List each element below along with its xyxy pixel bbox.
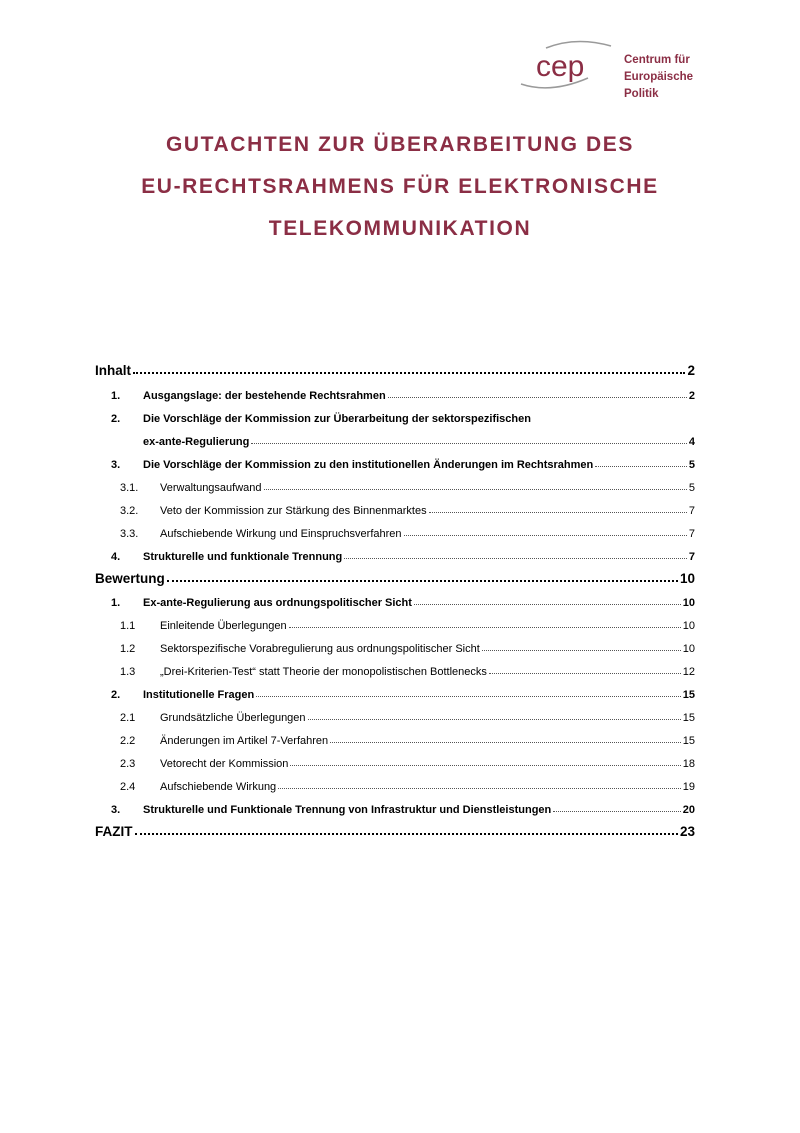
toc-page: 20 [682, 804, 695, 816]
title-line-2: EU-RECHTSRAHMENS FÜR ELEKTRONISCHE [141, 175, 659, 198]
toc-label: Bewertung [95, 571, 165, 586]
cep-logo [516, 38, 716, 108]
toc-number: 1.1 [120, 620, 136, 632]
toc-label: Änderungen im Artikel 7-Verfahren [160, 735, 329, 747]
toc-heading-fazit[interactable] [95, 816, 695, 839]
toc-number: 2.4 [120, 781, 136, 793]
toc-label: Grundsätzliche Überlegungen [160, 712, 306, 724]
toc-entry[interactable] [95, 540, 695, 563]
toc-page: 5 [688, 482, 695, 494]
toc-subentry[interactable] [95, 517, 695, 540]
toc-leader [264, 488, 687, 490]
toc-page: 2 [687, 363, 695, 378]
toc-page: 4 [688, 436, 695, 448]
toc-page: 7 [688, 551, 695, 563]
toc-leader [489, 672, 681, 674]
toc-subentry[interactable] [95, 632, 695, 655]
toc-number: 1.2 [120, 643, 136, 655]
toc-number: 2.3 [120, 758, 136, 770]
toc-number: 3.2. [120, 505, 139, 517]
toc-number: 3.3. [120, 528, 139, 540]
toc-leader [251, 442, 687, 444]
toc-number: 2. [111, 413, 121, 425]
toc-subentry[interactable] [95, 724, 695, 747]
toc-heading-inhalt[interactable] [95, 355, 695, 378]
toc-page: 10 [679, 571, 695, 586]
toc-label: Sektorspezifische Vorabregulierung aus ordnungspolitischer Sicht [160, 643, 480, 655]
toc-leader [330, 741, 681, 743]
toc-label: Einleitende Überlegungen [160, 620, 287, 632]
toc-leader [289, 626, 681, 628]
toc-entry[interactable] [95, 793, 695, 816]
toc-leader [290, 764, 680, 766]
toc-page: 10 [682, 643, 695, 655]
toc-page: 7 [688, 528, 695, 540]
toc-label: Vetorecht der Kommission [160, 758, 289, 770]
toc-label: ex-ante-Regulierung [143, 436, 250, 448]
toc-page: 2 [688, 390, 695, 402]
toc-leader [344, 557, 687, 559]
toc-leader [388, 396, 687, 398]
toc-number: 1. [111, 597, 121, 609]
toc-label: Ausgangslage: der bestehende Rechtsrahmen [143, 390, 386, 402]
toc-label: „Drei-Kriterien-Test“ statt Theorie der monopolistischen Bottlenecks [160, 666, 487, 678]
toc-number: 3. [111, 459, 121, 471]
logo-mark-text: cep [536, 50, 585, 83]
toc-subentry[interactable] [95, 701, 695, 724]
logo-text [624, 52, 693, 103]
title-line-3: TELEKOMMUNIKATION [268, 217, 532, 240]
toc-leader [429, 511, 687, 513]
toc-label: Inhalt [95, 363, 131, 378]
toc-leader [167, 579, 678, 582]
toc-leader [308, 718, 681, 720]
toc-entry[interactable] [95, 678, 695, 701]
toc-label: Die Vorschläge der Kommission zur Überarbeitung der sektorspezifischen [143, 413, 531, 425]
toc-leader [135, 832, 678, 835]
toc-page: 7 [688, 505, 695, 517]
toc-number: 1. [111, 390, 121, 402]
toc-label: Verwaltungsaufwand [160, 482, 262, 494]
title-line-1: GUTACHTEN ZUR ÜBERARBEITUNG DES [165, 133, 635, 156]
toc-number: 1.3 [120, 666, 136, 678]
toc-page: 5 [688, 459, 695, 471]
toc-page: 18 [682, 758, 695, 770]
toc-leader [256, 695, 681, 697]
toc-page: 10 [682, 620, 695, 632]
table-of-contents [95, 355, 695, 839]
toc-heading-bewertung[interactable] [95, 563, 695, 586]
toc-number: 3. [111, 804, 121, 816]
toc-label: Die Vorschläge der Kommission zu den institutionellen Änderungen im Rechtsrahmen [143, 459, 594, 471]
toc-leader [553, 810, 681, 812]
toc-page: 23 [679, 824, 695, 839]
cep-logo-mark [516, 38, 621, 98]
toc-entry-continuation[interactable] [95, 425, 695, 448]
toc-number: 2. [111, 689, 121, 701]
toc-page: 15 [682, 689, 695, 701]
document-title [100, 124, 700, 250]
toc-leader [414, 603, 681, 605]
logo-line-2: Europäische [624, 71, 694, 83]
toc-number: 4. [111, 551, 121, 563]
toc-number: 2.1 [120, 712, 136, 724]
toc-page: 19 [682, 781, 695, 793]
toc-page: 12 [682, 666, 695, 678]
toc-label: Institutionelle Fragen [143, 689, 255, 701]
toc-subentry[interactable] [95, 770, 695, 793]
logo-line-3: Politik [624, 88, 659, 100]
toc-label: Ex-ante-Regulierung aus ordnungspolitischer Sicht [143, 597, 412, 609]
toc-label: Aufschiebende Wirkung [160, 781, 277, 793]
toc-entry[interactable] [95, 378, 695, 402]
toc-number: 3.1. [120, 482, 139, 494]
toc-label: Veto der Kommission zur Stärkung des Binnenmarktes [160, 505, 427, 517]
logo-line-1: Centrum für [624, 54, 690, 66]
toc-page: 10 [682, 597, 695, 609]
toc-label: Strukturelle und funktionale Trennung [143, 551, 343, 563]
toc-subentry[interactable] [95, 747, 695, 770]
toc-subentry[interactable] [95, 471, 695, 494]
toc-subentry[interactable] [95, 494, 695, 517]
toc-page: 15 [682, 712, 695, 724]
toc-label: Aufschiebende Wirkung und Einspruchsverfahren [160, 528, 402, 540]
toc-label: FAZIT [95, 824, 133, 839]
toc-leader [404, 534, 687, 536]
toc-number: 2.2 [120, 735, 136, 747]
toc-page: 15 [682, 735, 695, 747]
toc-leader [278, 787, 681, 789]
toc-entry[interactable] [95, 586, 695, 609]
toc-leader [482, 649, 681, 651]
toc-subentry[interactable] [95, 655, 695, 678]
toc-leader [133, 371, 685, 374]
toc-entry[interactable] [95, 402, 695, 425]
toc-label: Strukturelle und Funktionale Trennung von Infrastruktur und Dienstleistungen [143, 804, 552, 816]
toc-entry[interactable] [95, 448, 695, 471]
toc-subentry[interactable] [95, 609, 695, 632]
toc-leader [595, 465, 687, 467]
